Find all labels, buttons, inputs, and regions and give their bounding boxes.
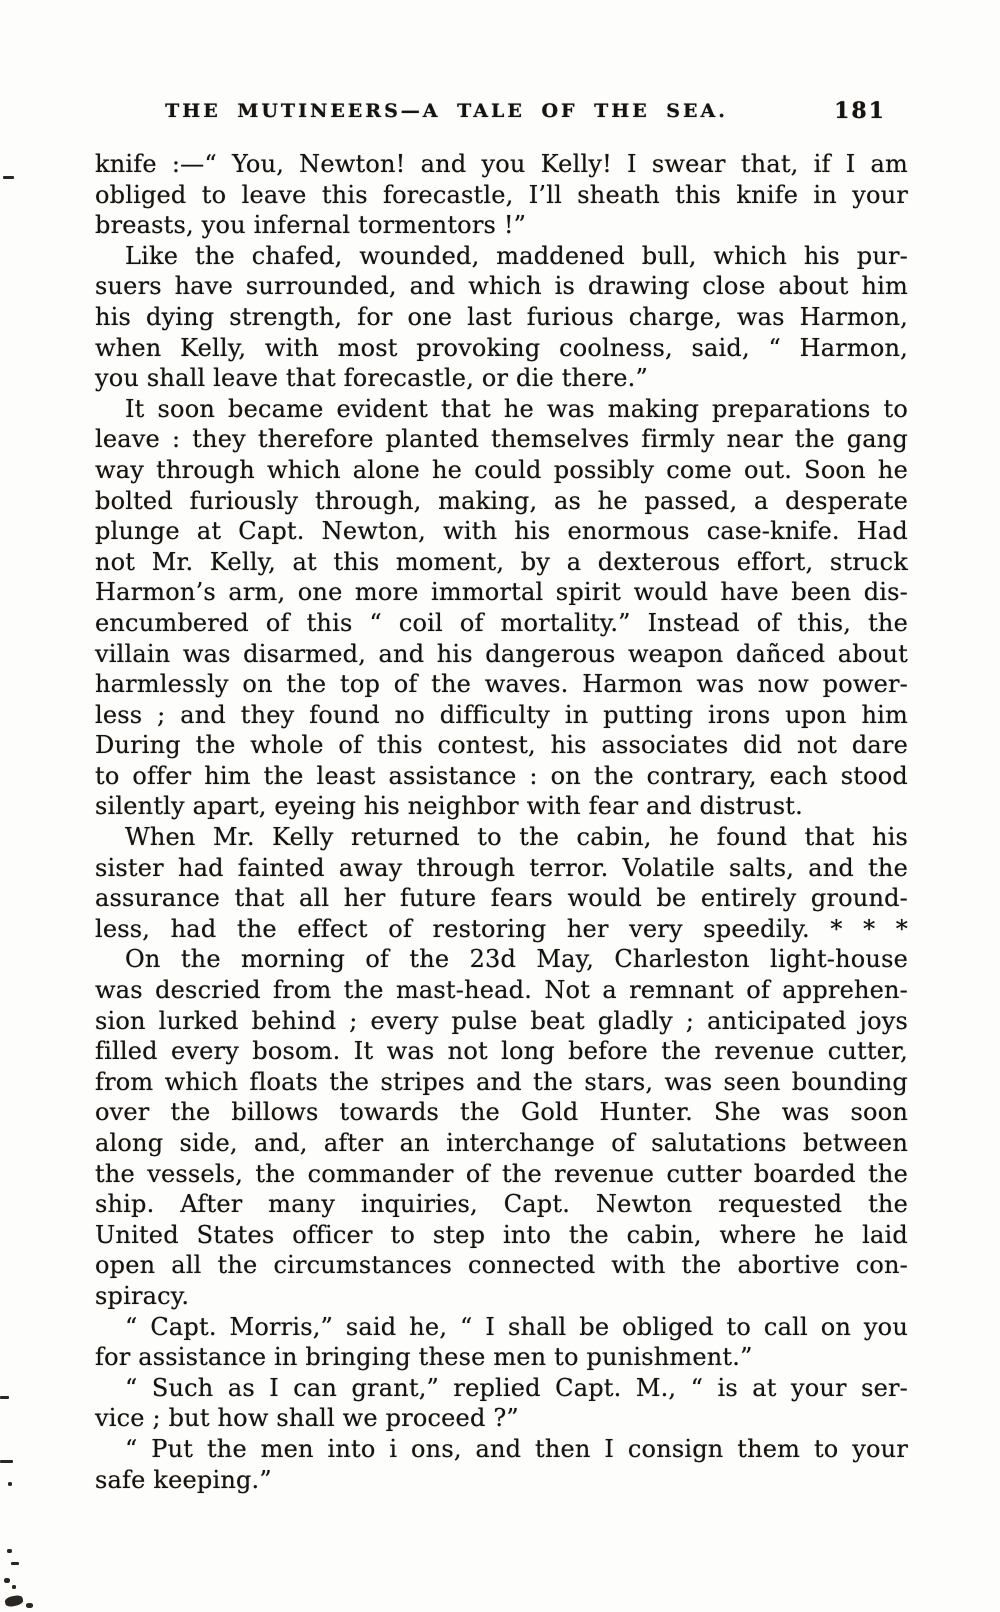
text-line: sion lurked behind ; every pulse beat gladly ; anticipated joys [95, 1006, 908, 1035]
text-line: villain was disarmed, and his dangerous weapon dañced about [95, 639, 908, 668]
page-body [95, 149, 908, 1495]
text-line: encumbered of this “ coil of mortality.” Instead of this, the [95, 608, 908, 637]
text-line: harmlessly on the top of the waves. Harmon was now power- [95, 670, 908, 699]
running-header [95, 100, 908, 130]
ink-speck [11, 1562, 19, 1565]
text-line: open all the circumstances connected with the abortive con- [95, 1251, 908, 1280]
text-line: not Mr. Kelly, at this moment, by a dexterous effort, struck [95, 547, 908, 576]
text-line: vice ; but how shall we proceed ?” [95, 1404, 519, 1433]
text-line: the vessels, the commander of the revenue cutter boarded the [95, 1159, 908, 1188]
text-line: his dying strength, for one last furious charge, was Harmon, [95, 302, 908, 331]
text-line: “ Capt. Morris,” said he, “ I shall be obliged to call on you [125, 1312, 908, 1341]
text-line: Harmon’s arm, one more immortal spirit would have been dis- [95, 578, 908, 607]
text-line: was descried from the mast-head. Not a remnant of apprehen- [95, 976, 908, 1005]
text-line: During the whole of this contest, his associates did not dare [95, 731, 908, 760]
margin-dash-mark [0, 1460, 13, 1463]
text-line: spiracy. [95, 1281, 190, 1310]
page-number: 181 [834, 98, 886, 124]
text-line: you shall leave that forecastle, or die there.” [95, 364, 648, 393]
text-line: silently apart, eyeing his neighbor with fear and distrust. [95, 792, 803, 821]
margin-dash-mark [3, 176, 14, 179]
page-title: THE MUTINEERS—A TALE OF THE SEA. [165, 100, 728, 122]
paragraph [95, 149, 908, 241]
text-line: breasts, you infernal tormentors !” [95, 211, 527, 240]
margin-dash-mark [0, 1396, 9, 1399]
text-line: way through which alone he could possibly come out. Soon he [95, 455, 908, 484]
paragraph [95, 944, 908, 1311]
ink-speck [26, 1603, 33, 1608]
text-line: along side, and, after an interchange of salutations between [95, 1129, 908, 1157]
text-line: leave : they therefore planted themselves firmly near the gang [95, 425, 908, 454]
text-line: safe keeping.” [95, 1465, 272, 1494]
text-line: ship. After many inquiries, Capt. Newton requested the [95, 1190, 908, 1219]
ink-speck [8, 1482, 12, 1486]
ink-speck [4, 1594, 24, 1608]
text-line: plunge at Capt. Newton, with his enormous case-knife. Had [95, 517, 908, 546]
paragraph [95, 1312, 908, 1373]
text-line: When Mr. Kelly returned to the cabin, he found that his [125, 823, 908, 852]
ink-speck [4, 1578, 10, 1583]
text-line: knife :—“ You, Newton! and you Kelly! I swear that, if I am [95, 150, 908, 178]
text-line: when Kelly, with most provoking coolness, said, “ Harmon, [95, 333, 908, 362]
text-line: less ; and they found no difficulty in putting irons upon him [95, 700, 908, 729]
paragraph [95, 1373, 908, 1434]
text-line: It soon became evident that he was making preparations to [125, 394, 908, 423]
text-line: sister had fainted away through terror. Volatile salts, and the [95, 853, 908, 882]
text-line: On the morning of the 23d May, Charleston light-house [125, 945, 908, 974]
text-line: over the billows towards the Gold Hunter. She was soon [95, 1098, 908, 1127]
text-line: filled every bosom. It was not long before the revenue cutter, [95, 1037, 908, 1066]
text-line: United States officer to step into the cabin, where he laid [95, 1220, 908, 1249]
text-line: “ Put the men into i ons, and then I consign them to your [125, 1434, 908, 1463]
ink-speck [12, 1585, 16, 1589]
text-line: to offer him the least assistance : on the contrary, each stood [95, 761, 908, 790]
text-line: assurance that all her future fears would be entirely ground- [95, 884, 908, 913]
text-line: for assistance in bringing these men to punishment.” [95, 1343, 753, 1372]
paragraph [95, 394, 908, 822]
text-line: less, had the effect of restoring her very speedily. * * * [95, 914, 908, 943]
text-line: obliged to leave this forecastle, I’ll sheath this knife in your [95, 180, 908, 209]
paragraph [95, 241, 908, 394]
text-line: “ Such as I can grant,” replied Capt. M., “ is at your ser- [125, 1373, 908, 1402]
text-line: from which floats the stripes and the stars, was seen bounding [95, 1067, 908, 1096]
text-line: suers have surrounded, and which is drawing close about him [95, 272, 908, 301]
ink-speck [7, 1549, 12, 1553]
paragraph [95, 1434, 908, 1495]
text-line: Like the chafed, wounded, maddened bull, which his pur- [125, 241, 908, 270]
text-line: bolted furiously through, making, as he passed, a desperate [95, 486, 908, 515]
paragraph [95, 822, 908, 944]
